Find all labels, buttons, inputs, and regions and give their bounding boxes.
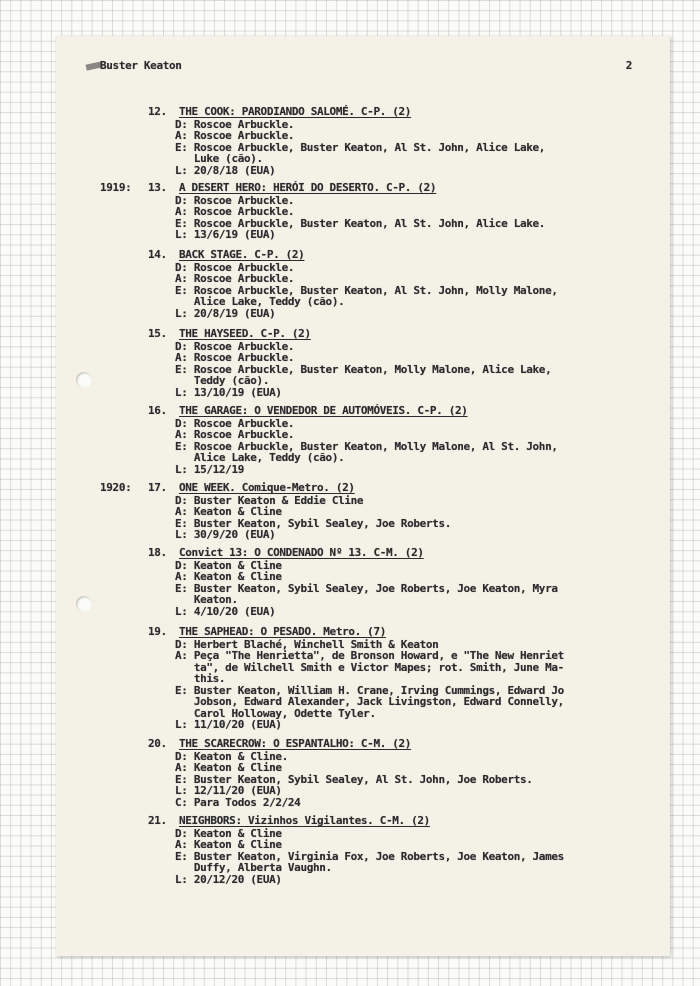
entry-detail-line: Alice Lake, Teddy (cão).	[175, 295, 345, 308]
entry-detail-line: L: 20/12/20 (EUA)	[175, 872, 282, 886]
entry-detail-line: E: Buster Keaton, William H. Crane, Irving Cummings, Edward Jo	[175, 683, 564, 697]
entry-detail-line: A: Roscoe Arbuckle.	[175, 129, 295, 142]
entry-detail-line: C: Para Todos 2/2/24	[175, 795, 301, 809]
entry-detail-line: D: Buster Keaton & Eddie Cline	[175, 493, 364, 507]
entry-detail-line: L: 11/10/20 (EUA)	[175, 718, 282, 731]
page-number: 2	[625, 59, 632, 72]
entry-detail-line: D: Roscoe Arbuckle.	[175, 416, 295, 430]
entry-detail-line: E: Roscoe Arbuckle, Buster Keaton, Molly Malone, Al St. John,	[175, 439, 558, 453]
entry-detail-line: E: Buster Keaton, Virginia Fox, Joe Roberts, Joe Keaton, James	[175, 849, 564, 863]
entry-detail-line: D: Roscoe Arbuckle.	[175, 193, 295, 207]
entry-detail-line: A: Peça "The Henrietta", de Bronson Howard, e "The New Henriet	[175, 649, 564, 662]
entry-detail-line: D: Roscoe Arbuckle.	[175, 117, 295, 131]
entry-detail-line: Teddy (cão).	[175, 374, 270, 387]
header-name: Buster Keaton	[100, 59, 182, 72]
entry-detail-line: D: Roscoe Arbuckle.	[175, 260, 295, 274]
entry-year: 1919:	[100, 181, 132, 194]
entry-detail-line: L: 13/10/19 (EUA)	[175, 385, 282, 399]
entry-detail-line: D: Roscoe Arbuckle.	[175, 339, 295, 353]
entry-number: 17.	[148, 481, 167, 494]
entry-detail-line: Carol Holloway, Odette Tyler.	[175, 706, 376, 720]
entry-title: THE COOK: PARODIANDO SALOMÉ. C-P. (2)	[179, 105, 412, 118]
entry-details	[175, 560, 558, 618]
entry-detail-line: L: 4/10/20 (EUA)	[175, 604, 276, 618]
entry-detail-line: E: Buster Keaton, Sybil Sealey, Joe Roberts, Joe Keaton, Myra	[175, 581, 558, 595]
entry-details	[175, 119, 545, 177]
entry-title: BACK STAGE. C-P. (2)	[179, 248, 305, 261]
entry-detail-line: A: Roscoe Arbuckle.	[175, 272, 295, 285]
entry-detail-line: A: Keaton & Cline	[175, 570, 282, 583]
entry-details	[175, 262, 558, 320]
entry-detail-line: E: Roscoe Arbuckle, Buster Keaton, Al St. John, Molly Malone,	[175, 283, 558, 297]
entry-number: 16.	[148, 404, 167, 417]
entry-detail-line: L: 12/11/20 (EUA)	[175, 784, 282, 797]
entry-details	[175, 195, 545, 241]
entry-detail-line: E: Buster Keaton, Sybil Sealey, Al St. John, Joe Roberts.	[175, 772, 533, 786]
entry-detail-line: L: 15/12/19	[175, 462, 244, 476]
entry-detail-line: Keaton.	[175, 593, 238, 606]
entry-number: 21.	[148, 814, 167, 827]
entry-title: THE GARAGE: O VENDEDOR DE AUTOMÓVEIS. C-P. (2)	[179, 404, 468, 417]
entry-detail-line: L: 13/6/19 (EUA)	[175, 228, 276, 241]
entry-details	[175, 495, 451, 541]
entry-detail-line: ta", de Wilchell Smith e Victor Mapes; rot. Smith, June Ma-	[175, 660, 564, 674]
entry-number: 13.	[148, 181, 167, 194]
entry-title: NEIGHBORS: Vizinhos Vigilantes. C-M. (2)	[179, 814, 430, 827]
entry-title: A DESERT HERO: HERÓI DO DESERTO. C-P. (2)	[179, 181, 437, 194]
entry-title: ONE WEEK. Comique-Metro. (2)	[179, 481, 355, 494]
entry-detail-line: D: Keaton & Cline	[175, 826, 282, 840]
entry-detail-line: A: Roscoe Arbuckle.	[175, 351, 295, 364]
entry-detail-line: A: Keaton & Cline	[175, 761, 282, 774]
entry-number: 20.	[148, 737, 167, 750]
entry-details	[175, 751, 533, 809]
entry-detail-line: E: Roscoe Arbuckle, Buster Keaton, Al St. John, Alice Lake,	[175, 140, 546, 154]
entry-number: 15.	[148, 327, 167, 340]
entry-detail-line: Jobson, Edward Alexander, Jack Livingston, Edward Connelly,	[175, 695, 564, 708]
entry-number: 14.	[148, 248, 167, 261]
entry-title: Convict 13: O CONDENADO Nº 13. C-M. (2)	[179, 546, 424, 559]
entry-detail-line: Duffy, Alberta Vaughn.	[175, 861, 332, 874]
entry-detail-line: D: Keaton & Cline	[175, 558, 282, 572]
entry-title: THE SAPHEAD: O PESADO. Metro. (7)	[179, 625, 386, 638]
entry-title: THE HAYSEED. C-P. (2)	[179, 327, 311, 340]
entry-year: 1920:	[100, 481, 132, 494]
entry-detail-line: E: Roscoe Arbuckle, Buster Keaton, Molly Malone, Alice Lake,	[175, 362, 552, 376]
entry-details	[175, 418, 558, 476]
entry-number: 12.	[148, 105, 167, 118]
entry-detail-line: A: Roscoe Arbuckle.	[175, 428, 295, 441]
entry-detail-line: L: 30/9/20 (EUA)	[175, 528, 276, 541]
entry-detail-line: D: Keaton & Cline.	[175, 749, 288, 763]
entry-detail-line: E: Roscoe Arbuckle, Buster Keaton, Al St. John, Alice Lake.	[175, 216, 546, 230]
entry-title: THE SCARECROW: O ESPANTALHO: C-M. (2)	[179, 737, 412, 750]
entry-detail-line: Luke (cão).	[175, 152, 263, 165]
entry-detail-line: L: 20/8/19 (EUA)	[175, 306, 276, 320]
entry-details	[175, 639, 564, 731]
entry-details	[175, 828, 564, 886]
entry-detail-line: A: Roscoe Arbuckle.	[175, 205, 295, 218]
entry-number: 18.	[148, 546, 167, 559]
entry-detail-line: Alice Lake, Teddy (cão).	[175, 451, 345, 464]
entry-detail-line: A: Keaton & Cline	[175, 505, 282, 518]
entry-detail-line: A: Keaton & Cline	[175, 838, 282, 851]
filmography-list	[56, 36, 670, 936]
entry-details	[175, 341, 551, 399]
entry-detail-line: this.	[175, 672, 226, 685]
entry-detail-line: D: Herbert Blaché, Winchell Smith & Keaton	[175, 637, 439, 651]
entry-detail-line: L: 20/8/18 (EUA)	[175, 163, 276, 177]
typewritten-page	[56, 36, 670, 956]
entry-number: 19.	[148, 625, 167, 638]
entry-detail-line: E: Buster Keaton, Sybil Sealey, Joe Roberts.	[175, 516, 451, 530]
